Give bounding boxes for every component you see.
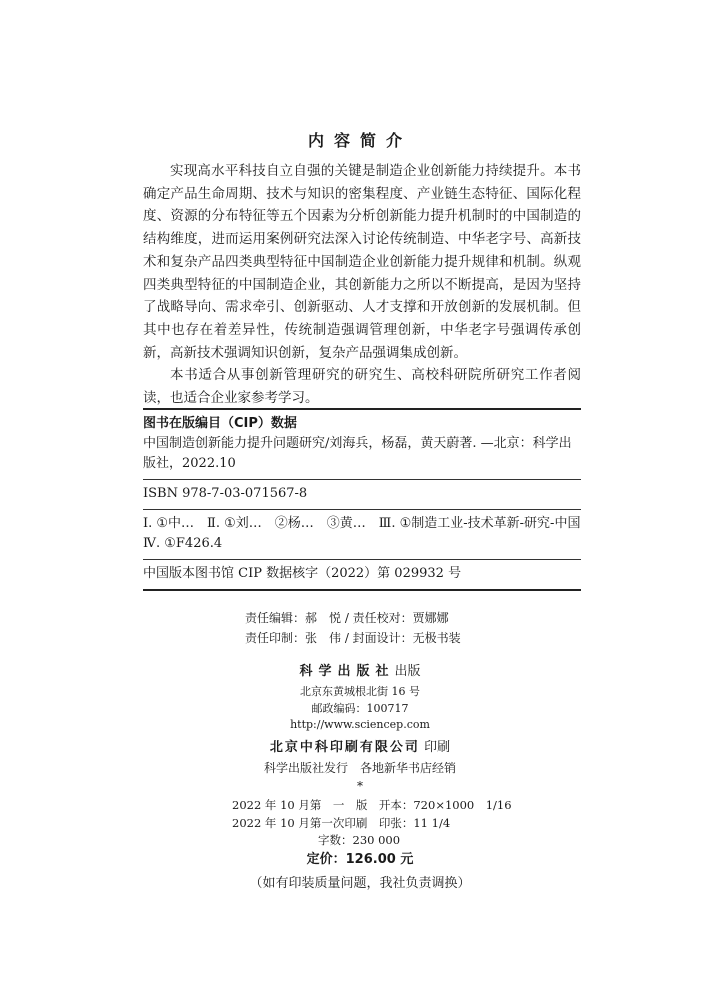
summary-title: 内容简介 [307, 131, 412, 150]
publisher-postcode: 邮政编码：100717 [311, 702, 409, 715]
cip-entry: 中国制造创新能力提升问题研究/刘海兵，杨磊，黄天蔚著. —北京：科学出版社，2022.10 [143, 434, 581, 480]
summary-paragraph-2: 本书适合从事创新管理研究的研究生、高校科研院所研究工作者阅读，也适合企业家参考学习。 [143, 367, 581, 407]
publisher-address: 北京东黄城根北街 16 号 [300, 685, 420, 698]
cip-classification: Ⅰ. ①中… Ⅱ. ①刘… ②杨… ③黄… Ⅲ. ①制造工业-技术革新-研究-中国 Ⅳ. ①F426.4 [143, 510, 581, 560]
cip-record: 中国版本图书馆 CIP 数据核字（2022）第 029932 号 [143, 560, 581, 591]
price: 定价：126.00 元 [306, 852, 414, 867]
credit-line-editors: 责任编辑：郝 悦 / 责任校对：贾娜娜 [245, 611, 449, 625]
publisher-suffix: 出版 [394, 664, 421, 679]
printing-spec: 2022 年 10 月第一次印刷 印张：11 1/4 [232, 816, 451, 830]
edition-spec: 2022 年 10 月第 一 版 开本：720×1000 1/16 [232, 798, 512, 812]
printer-suffix: 印刷 [424, 740, 451, 755]
summary-paragraph-1: 实现高水平科技自立自强的关键是制造企业创新能力持续提升。本书确定产品生命周期、技术与知识的密集程度、产业链生态特征、国际化程度、资源的分布特征等五个因素为分析创新能力提升机制时的中国制造的结构维度，进而运用案例研究法深入讨论传统制造、中华老字号、高新技术和复杂产品四类典型特征中国制造企业创新能力提升规律和机制。纵观四类典型特征的中国制造企业，其创新能力之所以不断提高，是因为坚持了战略导向、需求牵引、创新驱动、人才支撑和开放创新的发展机制。但其中也存在着差异性，传统制造强调管理创新，中华老字号强调传承创新，高新技术强调知识创新，复杂产品强调集成创新。 [143, 163, 581, 361]
publisher-line [0, 660, 720, 679]
separator-star: * [357, 779, 363, 793]
summary-body [143, 160, 581, 410]
publisher-name: 科学出版社 [299, 664, 395, 679]
quality-notice: （如有印装质量问题，我社负责调换） [249, 876, 471, 891]
word-count: 字数：230 000 [318, 833, 401, 847]
printer-name: 北京中科印刷有限公司 [269, 740, 420, 755]
credit-line-production: 责任印制：张 伟 / 封面设计：无极书装 [245, 631, 461, 645]
distribution-line: 科学出版社发行 各地新华书店经销 [263, 761, 456, 775]
cip-heading: 图书在版编目（CIP）数据 [143, 416, 297, 431]
cip-isbn: ISBN 978-7-03-071567-8 [143, 480, 581, 510]
editor-credits [0, 608, 720, 648]
publisher-website: http://www.sciencep.com [290, 718, 430, 731]
printer-line [0, 736, 720, 755]
cip-block [143, 408, 594, 591]
